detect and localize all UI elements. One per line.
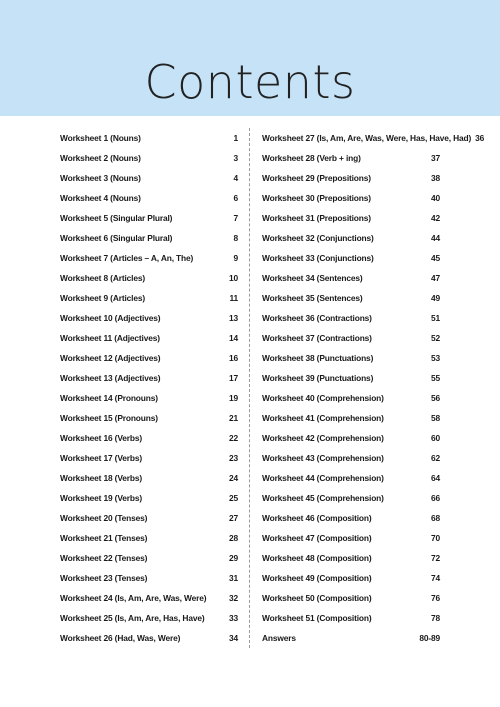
toc-entry[interactable] — [60, 268, 238, 288]
toc-entry-label: Worksheet 9 (Articles) — [60, 293, 145, 303]
toc-entry-label: Worksheet 47 (Composition) — [262, 533, 372, 543]
toc-entry-page: 8 — [233, 233, 238, 243]
toc-entry-page: 21 — [228, 413, 238, 423]
toc-entry-page: 55 — [430, 373, 440, 383]
toc-entry-label: Worksheet 19 (Verbs) — [60, 493, 143, 503]
toc-entry[interactable] — [262, 488, 440, 508]
toc-entry-label: Worksheet 6 (Singular Plural) — [60, 233, 173, 243]
toc-entry[interactable] — [262, 148, 440, 168]
toc-entry-page: 74 — [430, 573, 440, 583]
toc-entry-label: Worksheet 38 (Punctuations) — [262, 353, 374, 363]
toc-entry-label: Worksheet 51 (Composition) — [262, 613, 372, 623]
toc-entry-page: 29 — [228, 553, 238, 563]
toc-entry-page: 22 — [228, 433, 238, 443]
toc-entry-label: Worksheet 22 (Tenses) — [60, 553, 148, 563]
toc-entry-page: 11 — [229, 293, 238, 303]
toc-entry-page: 38 — [430, 173, 440, 183]
toc-entry[interactable] — [262, 508, 440, 528]
toc-entry[interactable] — [60, 608, 238, 628]
toc-entry[interactable] — [262, 348, 440, 368]
toc-entry-page: 51 — [430, 313, 440, 323]
toc-entry[interactable] — [262, 548, 440, 568]
toc-entry-label: Worksheet 23 (Tenses) — [60, 573, 148, 583]
toc-entry-page: 28 — [228, 533, 238, 543]
toc-entry-label: Worksheet 44 (Comprehension) — [262, 473, 384, 483]
toc-entry[interactable] — [60, 148, 238, 168]
toc-entry-page: 17 — [228, 373, 238, 383]
toc-entry-page: 78 — [430, 613, 440, 623]
toc-entry-page: 58 — [430, 413, 440, 423]
toc-entry[interactable] — [262, 428, 440, 448]
toc-entry-page: 31 — [228, 573, 238, 583]
toc-entry[interactable] — [262, 288, 440, 308]
toc-right-column — [262, 128, 485, 648]
toc-entry-label: Worksheet 20 (Tenses) — [60, 513, 148, 523]
toc-entry[interactable] — [60, 568, 238, 588]
toc-entry[interactable] — [262, 468, 440, 488]
toc-entry-label: Worksheet 2 (Nouns) — [60, 153, 141, 163]
toc-entry[interactable] — [60, 208, 238, 228]
toc-entry-label: Worksheet 45 (Comprehension) — [262, 493, 384, 503]
toc-entry[interactable] — [262, 388, 440, 408]
toc-entry-page: 10 — [228, 273, 238, 283]
toc-entry-page: 45 — [430, 253, 440, 263]
toc-entry-label: Worksheet 27 (Is, Am, Are, Was, Were, Has, Have, Had) — [262, 133, 472, 143]
toc-entry-label: Worksheet 32 (Conjunctions) — [262, 233, 374, 243]
toc-entry-page: 33 — [228, 613, 238, 623]
toc-entry-label: Worksheet 16 (Verbs) — [60, 433, 143, 443]
toc-entry[interactable] — [60, 408, 238, 428]
toc-entry[interactable] — [60, 288, 238, 308]
toc-entry-label: Worksheet 14 (Pronouns) — [60, 393, 158, 403]
toc-entry-label: Worksheet 13 (Adjectives) — [60, 373, 161, 383]
toc-entry-page: 64 — [430, 473, 440, 483]
toc-entry-page: 16 — [228, 353, 238, 363]
toc-entry-label: Worksheet 50 (Composition) — [262, 593, 372, 603]
toc-entry[interactable] — [60, 448, 238, 468]
toc-entry-label: Worksheet 7 (Articles – A, An, The) — [60, 253, 194, 263]
toc-entry-page: 34 — [228, 633, 238, 643]
toc-entry[interactable] — [262, 128, 485, 148]
toc-entry-label: Worksheet 39 (Punctuations) — [262, 373, 374, 383]
toc-entry-label: Worksheet 12 (Adjectives) — [60, 353, 161, 363]
toc-entry-label: Worksheet 15 (Pronouns) — [60, 413, 158, 423]
toc-entry[interactable] — [60, 248, 238, 268]
toc-entry-page: 76 — [430, 593, 440, 603]
toc-entry-page: 23 — [228, 453, 238, 463]
toc-entry-label: Worksheet 34 (Sentences) — [262, 273, 363, 283]
toc-entry-page: 4 — [233, 173, 238, 183]
toc-entry-page: 72 — [430, 553, 440, 563]
toc-entry-label: Worksheet 43 (Comprehension) — [262, 453, 384, 463]
toc-entry[interactable] — [262, 188, 440, 208]
toc-entry-page: 40 — [430, 193, 440, 203]
toc-entry[interactable] — [262, 408, 440, 428]
toc-entry[interactable] — [262, 528, 440, 548]
toc-entry[interactable] — [262, 208, 440, 228]
page-title: Contents — [144, 55, 356, 109]
toc-entry-page: 36 — [475, 133, 485, 143]
toc-entry[interactable] — [262, 328, 440, 348]
toc-entry[interactable] — [60, 388, 238, 408]
toc-entry-page: 19 — [228, 393, 238, 403]
toc-entry-page: 53 — [430, 353, 440, 363]
toc-entry[interactable] — [262, 568, 440, 588]
toc-entry[interactable] — [60, 188, 238, 208]
toc-entry[interactable] — [262, 248, 440, 268]
toc-entry[interactable] — [60, 308, 238, 328]
toc-entry-page: 70 — [430, 533, 440, 543]
toc-entry-label: Worksheet 48 (Composition) — [262, 553, 372, 563]
toc-entry-label: Worksheet 10 (Adjectives) — [60, 313, 161, 323]
toc-entry-label: Worksheet 36 (Contractions) — [262, 313, 372, 323]
toc-entry-label: Worksheet 8 (Articles) — [60, 273, 145, 283]
toc-entry-label: Worksheet 37 (Contractions) — [262, 333, 372, 343]
toc-entry-page: 68 — [430, 513, 440, 523]
toc-entry[interactable] — [262, 168, 440, 188]
toc-entry-page: 27 — [228, 513, 238, 523]
toc-entry-label: Worksheet 41 (Comprehension) — [262, 413, 384, 423]
toc-entry-label: Worksheet 11 (Adjectives) — [60, 333, 160, 343]
toc-entry[interactable] — [262, 268, 440, 288]
toc-entry-page: 56 — [430, 393, 440, 403]
toc-entry-page: 1 — [233, 133, 238, 143]
toc-entry-page: 13 — [228, 313, 238, 323]
toc-entry-page: 32 — [228, 593, 238, 603]
toc-entry-page: 80-89 — [419, 633, 440, 643]
toc-entry-label: Worksheet 4 (Nouns) — [60, 193, 141, 203]
toc-entry-label: Worksheet 30 (Prepositions) — [262, 193, 371, 203]
toc-entry[interactable] — [60, 128, 238, 148]
toc-entry[interactable] — [60, 588, 238, 608]
toc-entry-page: 25 — [228, 493, 238, 503]
toc-entry[interactable] — [60, 168, 238, 188]
toc-entry-page: 47 — [430, 273, 440, 283]
toc-entry[interactable] — [60, 548, 238, 568]
toc-entry-page: 62 — [430, 453, 440, 463]
toc-entry-page: 37 — [430, 153, 440, 163]
toc-entry-label: Answers — [262, 633, 296, 643]
toc-entry[interactable] — [60, 428, 238, 448]
toc-entry-label: Worksheet 49 (Composition) — [262, 573, 372, 583]
toc-entry[interactable] — [60, 368, 238, 388]
toc-entry-label: Worksheet 1 (Nouns) — [60, 133, 141, 143]
toc-entry-page: 44 — [430, 233, 440, 243]
toc-entry[interactable] — [60, 488, 238, 508]
toc-entry-label: Worksheet 35 (Sentences) — [262, 293, 363, 303]
toc-entry-page: 6 — [233, 193, 238, 203]
toc-entry[interactable] — [262, 628, 440, 648]
toc-entry[interactable] — [262, 448, 440, 468]
toc-entry[interactable] — [262, 308, 440, 328]
toc-entry[interactable] — [60, 508, 238, 528]
toc-entry-label: Worksheet 29 (Prepositions) — [262, 173, 371, 183]
toc-entry-label: Worksheet 33 (Conjunctions) — [262, 253, 374, 263]
toc-entry-label: Worksheet 5 (Singular Plural) — [60, 213, 173, 223]
toc-entry-page: 52 — [430, 333, 440, 343]
toc-entry[interactable] — [60, 628, 238, 648]
toc-entry-label: Worksheet 26 (Had, Was, Were) — [60, 633, 181, 643]
toc-entry-label: Worksheet 17 (Verbs) — [60, 453, 143, 463]
toc-entry-page: 3 — [233, 153, 238, 163]
toc-entry[interactable] — [60, 468, 238, 488]
toc-entry-label: Worksheet 31 (Prepositions) — [262, 213, 371, 223]
toc-entry-label: Worksheet 42 (Comprehension) — [262, 433, 384, 443]
toc-entry-label: Worksheet 18 (Verbs) — [60, 473, 143, 483]
toc-entry-page: 14 — [228, 333, 238, 343]
toc-entry[interactable] — [262, 588, 440, 608]
toc-left-column — [60, 128, 238, 648]
toc-entry[interactable] — [60, 348, 238, 368]
toc-entry-label: Worksheet 40 (Comprehension) — [262, 393, 384, 403]
toc-entry-page: 9 — [233, 253, 238, 263]
toc-entry-label: Worksheet 46 (Composition) — [262, 513, 372, 523]
toc-entry-page: 66 — [430, 493, 440, 503]
toc-entry-page: 49 — [430, 293, 440, 303]
toc-entry-label: Worksheet 24 (Is, Am, Are, Was, Were) — [60, 593, 207, 603]
toc-entry[interactable] — [262, 368, 440, 388]
toc-entry-page: 24 — [228, 473, 238, 483]
toc-entry[interactable] — [262, 608, 440, 628]
column-divider — [249, 128, 250, 648]
toc-entry-label: Worksheet 21 (Tenses) — [60, 533, 148, 543]
toc-entry-page: 42 — [430, 213, 440, 223]
toc-entry[interactable] — [60, 528, 238, 548]
toc-entry-label: Worksheet 25 (Is, Am, Are, Has, Have) — [60, 613, 205, 623]
toc-entry[interactable] — [60, 328, 238, 348]
toc-entry[interactable] — [262, 228, 440, 248]
toc-entry-page: 7 — [233, 213, 238, 223]
toc-entry-label: Worksheet 28 (Verb + ing) — [262, 153, 361, 163]
toc-entry-label: Worksheet 3 (Nouns) — [60, 173, 141, 183]
toc-entry-page: 60 — [430, 433, 440, 443]
toc-entry[interactable] — [60, 228, 238, 248]
